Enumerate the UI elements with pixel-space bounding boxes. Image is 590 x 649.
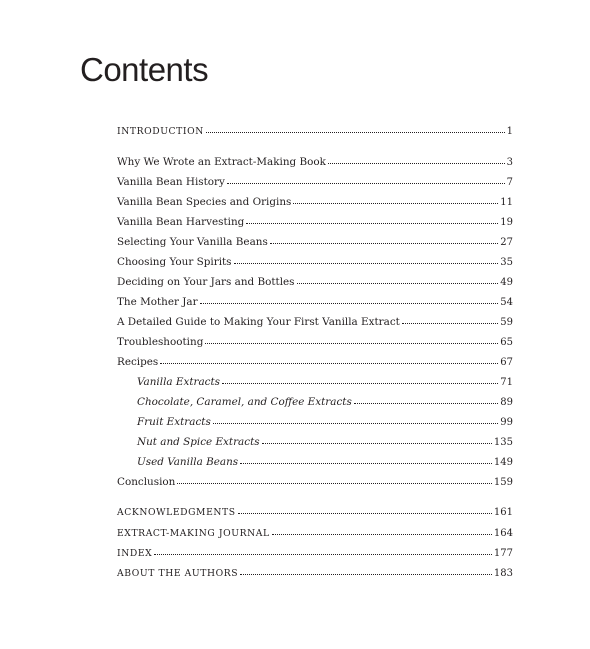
page-title: Contents (80, 51, 209, 88)
toc-entry-label: Selecting Your Vanilla Beans (117, 236, 268, 248)
toc-entry-page: 65 (500, 337, 513, 348)
toc-entry-page: 135 (493, 437, 513, 448)
toc-subentry (137, 435, 513, 449)
toc-entry-label: ABOUT THE AUTHORS (117, 568, 239, 579)
dot-leader (238, 504, 492, 514)
toc-entry-label: INDEX (117, 548, 153, 559)
toc-entry-about-the-authors (117, 566, 513, 580)
toc-entry-page: 7 (506, 177, 513, 188)
toc-entry-label: Nut and Spice Extracts (137, 436, 260, 448)
toc-entry-page: 71 (500, 377, 513, 388)
dot-leader (246, 214, 498, 224)
toc-entry-page: 1 (506, 126, 513, 137)
dot-leader (293, 194, 498, 204)
toc-entry-page: 99 (500, 417, 513, 428)
toc-entry-acknowledgments (117, 505, 513, 519)
dot-leader (234, 254, 499, 264)
toc-entry (117, 175, 513, 189)
dot-leader (200, 294, 499, 304)
toc-entry (117, 475, 513, 489)
toc-entry-introduction (117, 124, 513, 138)
dot-leader (262, 434, 492, 444)
toc-entry-page: 89 (500, 397, 513, 408)
toc-entry-page: 27 (500, 237, 513, 248)
dot-leader (272, 525, 492, 535)
dot-leader (222, 374, 498, 384)
dot-leader (160, 354, 498, 364)
toc-subentry (137, 375, 513, 389)
toc-entry-label: Chocolate, Caramel, and Coffee Extracts (137, 396, 352, 408)
toc-entry-label: Used Vanilla Beans (137, 456, 239, 468)
dot-leader (206, 123, 505, 133)
toc-entry-label: Vanilla Bean History (117, 176, 225, 188)
dot-leader (402, 314, 498, 324)
toc-entry (117, 275, 513, 289)
toc-entry-label: Troubleshooting (117, 336, 204, 348)
toc-entry-page: 149 (493, 457, 513, 468)
toc-entry (117, 155, 513, 169)
dot-leader (297, 274, 499, 284)
dot-leader (213, 414, 498, 424)
toc-entry (117, 235, 513, 249)
toc-entry (117, 255, 513, 269)
toc-entry (117, 315, 513, 329)
toc-entry (117, 215, 513, 229)
toc-entry-label: Vanilla Bean Harvesting (117, 216, 245, 228)
toc-entry-label: Choosing Your Spirits (117, 256, 232, 268)
toc-entry-page: 67 (500, 357, 513, 368)
toc-entry-index (117, 546, 513, 560)
dot-leader (328, 154, 505, 164)
toc-entry-label: Why We Wrote an Extract-Making Book (117, 156, 326, 168)
dot-leader (177, 474, 492, 484)
dot-leader (227, 174, 505, 184)
toc-entry-page: 3 (506, 157, 513, 168)
toc-entry-page: 11 (500, 197, 513, 208)
toc-entry-page: 159 (493, 477, 513, 488)
toc-entry-label: Conclusion (117, 476, 176, 488)
toc-entry-label: A Detailed Guide to Making Your First Vanilla Extract (117, 316, 400, 328)
dot-leader (354, 394, 498, 404)
toc-entry (117, 335, 513, 349)
toc-entry-label: Deciding on Your Jars and Bottles (117, 276, 295, 288)
toc-entry-label: Fruit Extracts (137, 416, 211, 428)
toc-entry-label: Vanilla Extracts (137, 376, 221, 388)
dot-leader (240, 565, 492, 575)
toc-entry-label: ACKNOWLEDGMENTS (117, 507, 236, 518)
toc-entry-label: Vanilla Bean Species and Origins (117, 196, 292, 208)
toc-entry (117, 295, 513, 309)
toc-entry-page: 164 (493, 528, 513, 539)
toc-entry-label: Recipes (117, 356, 159, 368)
toc-entry-page: 161 (493, 507, 513, 518)
dot-leader (154, 545, 492, 555)
toc-subentry (137, 415, 513, 429)
toc-entry-page: 183 (493, 568, 513, 579)
toc-entry-journal (117, 526, 513, 540)
toc-entry-page: 19 (500, 217, 513, 228)
toc-entry (117, 195, 513, 209)
toc-subentry (137, 395, 513, 409)
toc-entry-page: 54 (500, 297, 513, 308)
dot-leader (270, 234, 498, 244)
dot-leader (205, 334, 498, 344)
toc-entry-page: 59 (500, 317, 513, 328)
toc-subentry (137, 455, 513, 469)
toc-entry-label: EXTRACT-MAKING JOURNAL (117, 528, 270, 539)
toc-entry-label: INTRODUCTION (117, 126, 204, 137)
toc-entry-page: 49 (500, 277, 513, 288)
toc-entry-label: The Mother Jar (117, 296, 198, 308)
toc-entry-page: 177 (493, 548, 513, 559)
toc-entry (117, 355, 513, 369)
toc-entry-page: 35 (500, 257, 513, 268)
dot-leader (240, 454, 492, 464)
